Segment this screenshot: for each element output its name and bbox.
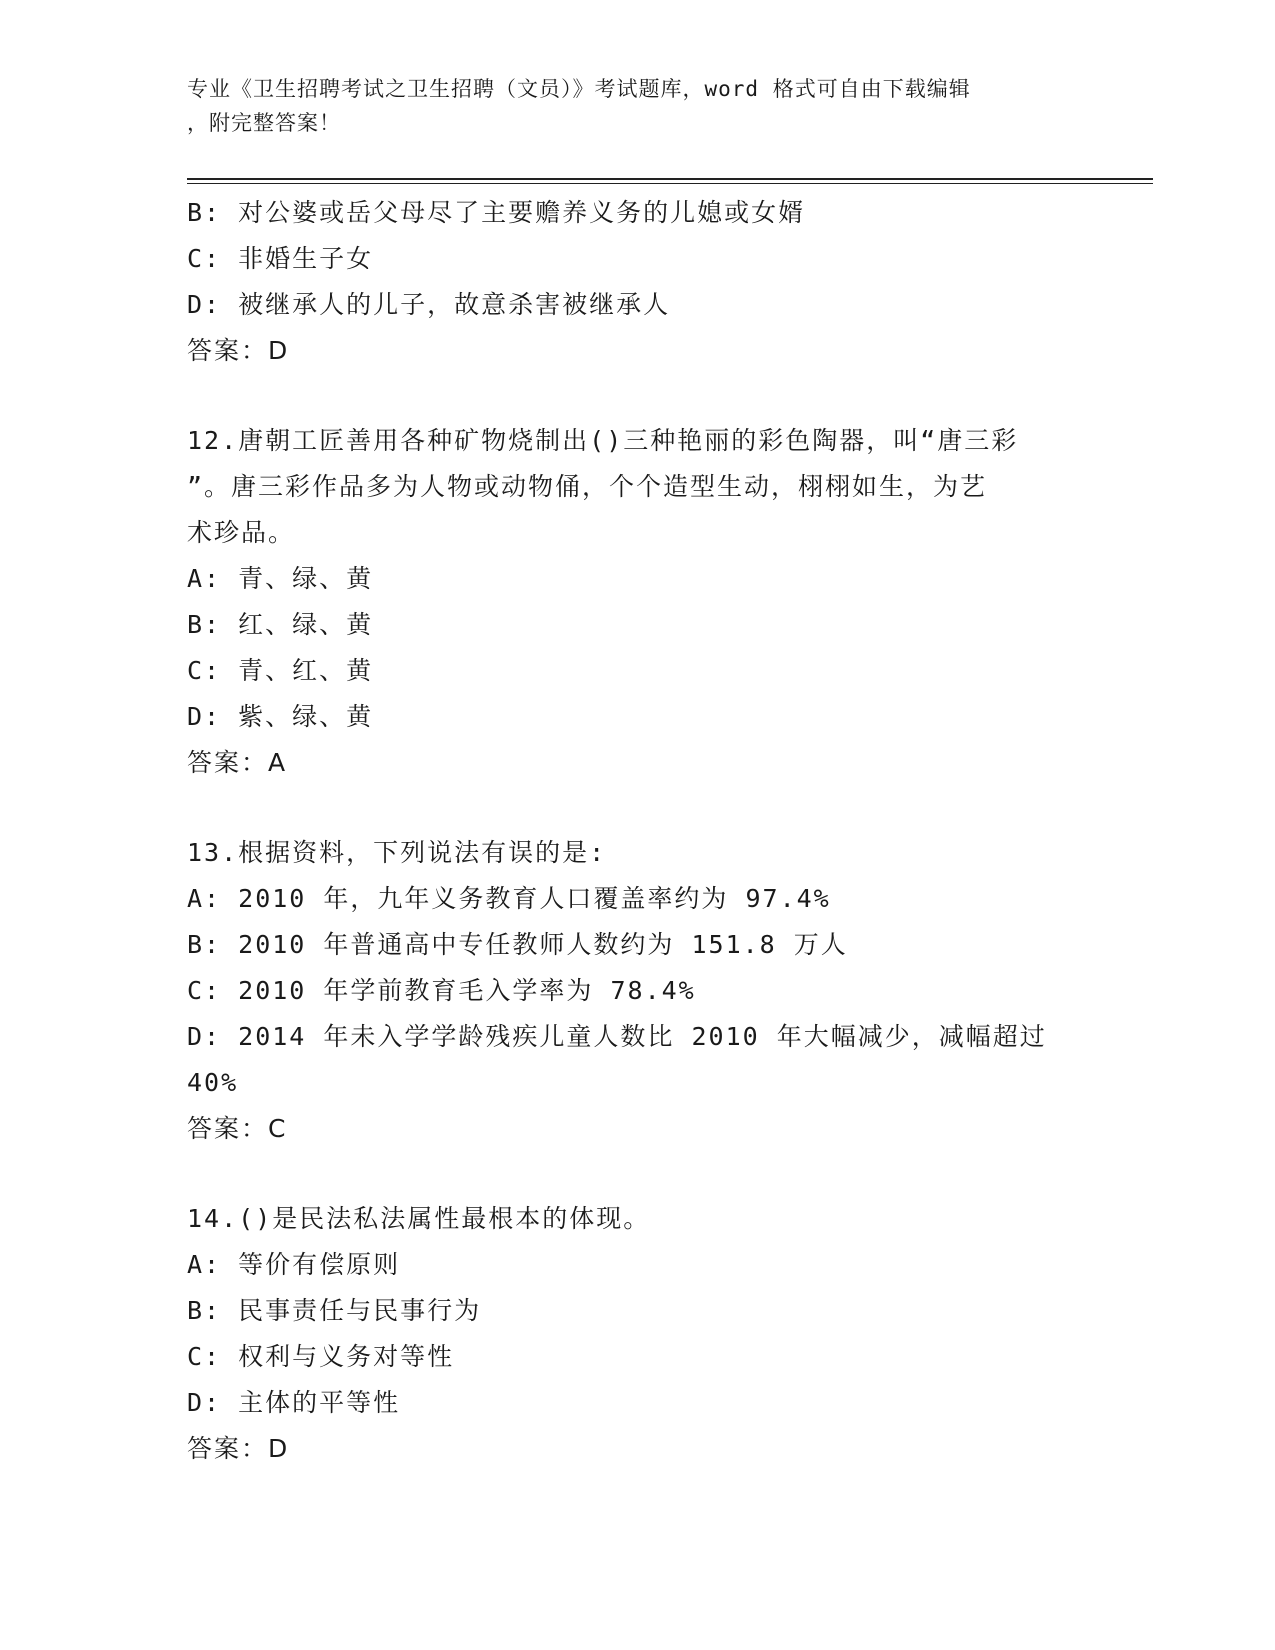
answer-line: 答案：C xyxy=(187,1114,288,1143)
option-c: C: 2010 年学前教育毛入学率为 78.4% xyxy=(187,976,696,1005)
option-c: C: 权利与义务对等性 xyxy=(187,1342,455,1371)
option-d: D: 被继承人的儿子，故意杀害被继承人 xyxy=(187,290,671,319)
header-line-1: 专业《卫生招聘考试之卫生招聘（文员）》考试题库，word 格式可自由下载编辑 xyxy=(187,77,971,101)
option-d-continued: 40% xyxy=(187,1068,239,1097)
header-divider-thin xyxy=(187,183,1153,184)
header-line-2: ，附完整答案！ xyxy=(187,111,341,135)
option-c: C: 青、红、黄 xyxy=(187,656,374,685)
question-stem-line: ”。唐三彩作品多为人物或动物俑，个个造型生动，栩栩如生，为艺 xyxy=(187,472,988,501)
answer-line: 答案：D xyxy=(187,1434,290,1463)
header-divider-thick xyxy=(187,178,1153,180)
question-13 xyxy=(187,830,1087,1152)
answer-line: 答案：A xyxy=(187,748,288,777)
option-a: A: 等价有偿原则 xyxy=(187,1250,401,1279)
question-list xyxy=(187,190,1087,1472)
question-14 xyxy=(187,1196,1087,1472)
option-a: A: 青、绿、黄 xyxy=(187,564,374,593)
answer-line: 答案：D xyxy=(187,336,290,365)
option-b: B: 2010 年普通高中专任教师人数约为 151.8 万人 xyxy=(187,930,848,959)
document-header xyxy=(187,72,1087,140)
question-stem: 13.根据资料，下列说法有误的是: xyxy=(187,838,607,867)
spacer xyxy=(187,1152,1087,1196)
question-11 xyxy=(187,190,1087,374)
option-d: D: 2014 年未入学学龄残疾儿童人数比 2010 年大幅减少，减幅超过 xyxy=(187,1022,1047,1051)
option-d: D: 主体的平等性 xyxy=(187,1388,401,1417)
spacer xyxy=(187,786,1087,830)
question-stem-line: 术珍品。 xyxy=(187,518,296,547)
question-12 xyxy=(187,418,1087,786)
option-d: D: 紫、绿、黄 xyxy=(187,702,374,731)
option-b: B: 对公婆或岳父母尽了主要赡养义务的儿媳或女婿 xyxy=(187,198,806,227)
option-c: C: 非婚生子女 xyxy=(187,244,374,273)
question-stem-line: 12.唐朝工匠善用各种矿物烧制出()三种艳丽的彩色陶器，叫“唐三彩 xyxy=(187,426,1019,455)
option-b: B: 民事责任与民事行为 xyxy=(187,1296,482,1325)
spacer xyxy=(187,374,1087,418)
question-stem: 14.()是民法私法属性最根本的体现。 xyxy=(187,1204,651,1233)
option-a: A: 2010 年，九年义务教育人口覆盖率约为 97.4% xyxy=(187,884,831,913)
option-b: B: 红、绿、黄 xyxy=(187,610,374,639)
